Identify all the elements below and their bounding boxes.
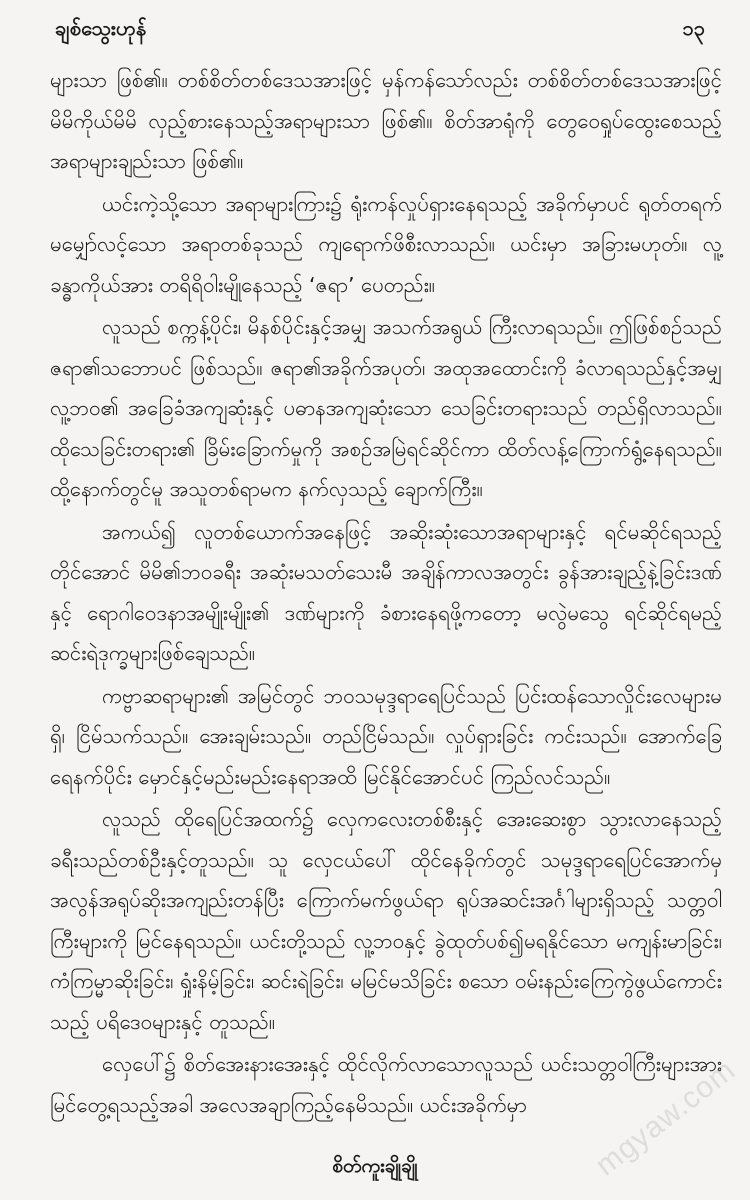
- running-head: [55, 12, 705, 48]
- paragraph: ကဗ္ဗာဆရာများ၏ အမြင်တွင် ဘဝသမုဒ္ဒရာရေပြင်သည် ပြင်းထန်သောလှိုင်းလေများမရှိ၊ ငြိမ်သက်သည်။ အေးချမ်းသည်။ တည်ငြိမ်သည်။ လှုပ်ရှားခြင်း ကင်းသည်။ အောက်ခြေ ရေနက်ပိုင်း မှောင်နှင့်မည်းမည်းနေရာအထိ မြင်နိုင်အောင်ပင် ကြည်လင်သည်။: [50, 683, 722, 789]
- page-number: ၁၃: [682, 16, 705, 40]
- body-text: [50, 60, 722, 1127]
- paragraph: အကယ်၍ လူတစ်ယောက်အနေဖြင့် အဆိုးဆုံးသောအရာများနှင့် ရင်မဆိုင်ရသည့်တိုင်အောင် မိမိ၏ဘဝခရီး အဆုံးမသတ်သေးမီ အချိန်ကာလအတွင်း ခွန်အားချည့်နဲ့ခြင်းဒဏ်နှင့် ရောဂါဝေဒနာအမျိုးမျိုး၏ ဒဏ်များကို ခံစားနေရဖို့ကတော့ မလွဲမသွေ ရင်ဆိုင်ရမည့် ဆင်းရဲဒုက္ခများဖြစ်ချေသည်။: [50, 519, 722, 665]
- paragraph: လှေပေါ်၌ စိတ်အေးနားအေးနှင့် ထိုင်လိုက်လာသောလူသည် ယင်းသတ္တဝါကြီးများအား မြင်တွေ့ရသည့်အခါ အလေအချာကြည့်နေမိသည်။ ယင်းအခိုက်မှာ: [50, 1052, 722, 1117]
- paragraph: များသာ ဖြစ်၏။ တစ်စိတ်တစ်ဒေသအားဖြင့် မှန်ကန်သော်လည်း တစ်စိတ်တစ်ဒေသအားဖြင့် မိမိကိုယ်မိမိ လှည့်စားနေသည့်အရာများသာ ဖြစ်၏။ စိတ်အာရုံကို တွေဝေရှုပ်ထွေးစေသည့် အရာများချည်းသာ ဖြစ်၏။: [50, 68, 722, 173]
- running-foot: စိတ်ကူးချိုချို: [332, 1155, 418, 1177]
- running-title: ချစ်သွေးဟုန်: [55, 16, 147, 40]
- paragraph: လူသည် စက္ကန့်ပိုင်း၊ မိနစ်ပိုင်းနှင့်အမျှ အသက်အရွယ် ကြီးလာရသည်။ ဤဖြစ်စဉ်သည် ဇရာ၏သဘောပင် ဖြစ်သည်။ ဇရာ၏အခိုက်အပုတ်၊ အထုအထောင်းကို ခံလာရသည်နှင့်အမျှ လူ့ဘဝ၏ အခြေခံအကျဆုံးနှင့် ပဓာနအကျဆုံးသော သေခြင်းတရားသည် တည်ရှိလာသည်။ ထိုသေခြင်းတရား၏ ခြိမ်းခြောက်မှုကို အစဉ်အမြဲရင်ဆိုင်ကာ ထိတ်လန့်ကြောက်ရွံ့နေရသည်။ ထို့နောက်တွင်မူ အသူတစ်ရာမက နက်လှသည့် ချောက်ကြီး။: [50, 315, 722, 501]
- site-watermark: mgyaw.com: [589, 1053, 742, 1183]
- paragraph: ယင်းကဲ့သို့သော အရာများကြား၌ ရုံးကန်လှုပ်ရှားနေရသည့် အခိုက်မှာပင် ရုတ်တရက် မမျှော်လင့်သော အရာတစ်ခုသည် ကျရောက်ဖိစီးလာသည်။ ယင်းမှာ အခြားမဟုတ်။ လူ့ခန္ဓာကိုယ်အား တရိရိဝါးမျိုနေသည့် ‘ဇရာ’ ပေတည်း။: [50, 191, 722, 297]
- paragraph: လူသည် ထိုရေပြင်အထက်၌ လှေကလေးတစ်စီးနှင့် အေးဆေးစွာ သွားလာနေသည့် ခရီးသည်တစ်ဦးနှင့်တူသည်။ သူ လှေငယ်ပေါ် ထိုင်နေခိုက်တွင် သမုဒ္ဒရာရေပြင်အောက်မှ အလွန်အရုပ်ဆိုးအကျည်းတန်ပြီး ကြောက်မက်ဖွယ်ရာ ရုပ်အဆင်းအင်္ဂါများရှိသည့် သတ္တဝါကြီးများကို မြင်နေရသည်။ ယင်းတို့သည် လူ့ဘဝနှင့် ခွဲထုတ်ပစ်၍မရနိုင်သော မကျန်းမာခြင်း၊ ကံကြမ္မာဆိုးခြင်း၊ ရှုံးနိမ့်ခြင်း၊ ဆင်းရဲခြင်း၊ မမြင်မသိခြင်း စသော ဝမ်းနည်းကြေကွဲဖွယ်ကောင်းသည့် ပရိဒေဝများနှင့် တူသည်။: [50, 807, 722, 1034]
